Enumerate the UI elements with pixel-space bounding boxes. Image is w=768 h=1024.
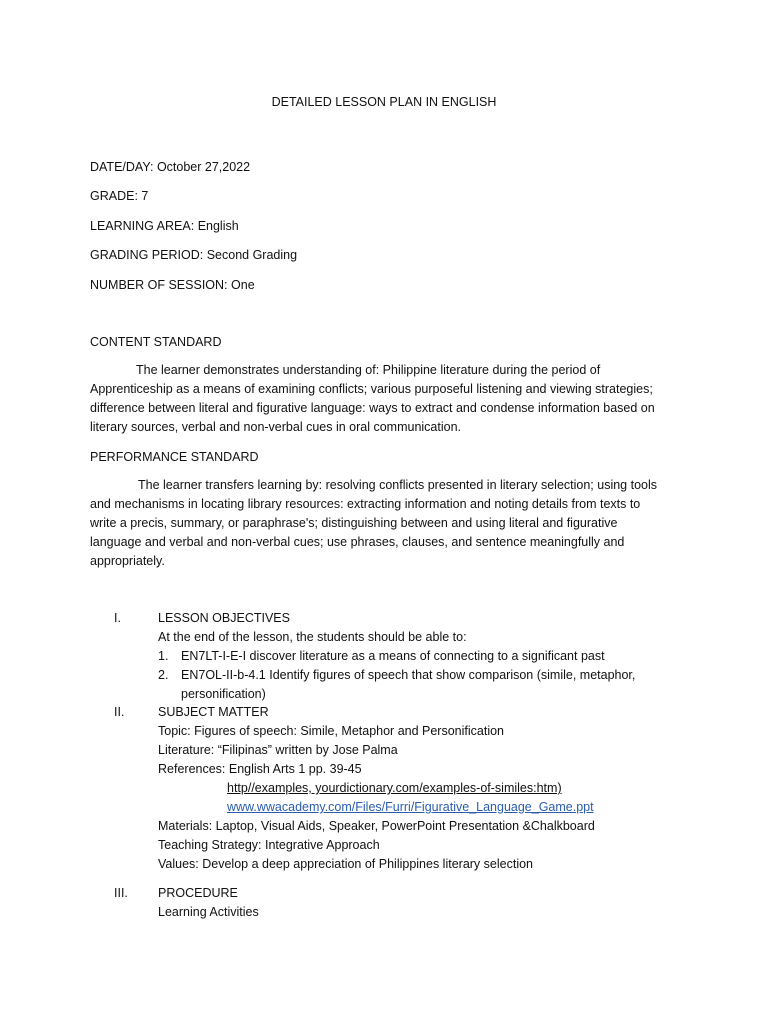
subject-matter-literature: Literature: “Filipinas” written by Jose Palma: [158, 743, 398, 757]
performance-standard-heading: PERFORMANCE STANDARD: [90, 450, 259, 464]
content-standard-heading: CONTENT STANDARD: [90, 335, 222, 349]
content-standard-line: literary sources, verbal and non-verbal cues in oral communication.: [90, 420, 462, 434]
reference-link[interactable]: www.wwacademy.com/Files/Furri/Figurative_Language_Game.ppt: [227, 800, 594, 814]
objective-text: EN7OL-II-b-4.1 Identify figures of speech that show comparison (simile, metaphor,: [181, 668, 636, 682]
subject-matter-values: Values: Develop a deep appreciation of Philippines literary selection: [158, 857, 533, 871]
info-learning-area: LEARNING AREA: English: [90, 219, 239, 233]
performance-standard-line: language and verbal and non-verbal cues; use phrases, clauses, and sentence meaningfully and: [90, 535, 625, 549]
performance-standard-line: The learner transfers learning by: resolving conflicts presented in literary selection; using tools: [138, 478, 658, 492]
content-standard-line: Apprenticeship as a means of examining conflicts; various purposeful listening and viewing strategies;: [90, 382, 653, 396]
performance-standard-line: and mechanisms in locating library resources: extracting information and noting details from texts to: [90, 497, 641, 511]
section-marker: III.: [114, 886, 128, 900]
info-grade: GRADE: 7: [90, 189, 149, 203]
objective-number: 2.: [158, 668, 169, 682]
section-marker: I.: [114, 611, 121, 625]
document-title: DETAILED LESSON PLAN IN ENGLISH: [271, 95, 497, 109]
reference-link[interactable]: http//examples, yourdictionary.com/examples-of-similes:htm): [227, 781, 562, 795]
section-heading-lesson-objectives: LESSON OBJECTIVES: [158, 611, 290, 625]
info-number-of-session: NUMBER OF SESSION: One: [90, 278, 255, 292]
procedure-line: Learning Activities: [158, 905, 259, 919]
subject-matter-topic: Topic: Figures of speech: Simile, Metaphor and Personification: [158, 724, 505, 738]
section-heading-procedure: PROCEDURE: [158, 886, 238, 900]
objective-text: EN7LT-I-E-I discover literature as a means of connecting to a significant past: [181, 649, 605, 663]
subject-matter-references: References: English Arts 1 pp. 39-45: [158, 762, 362, 776]
info-date: DATE/DAY: October 27,2022: [90, 160, 251, 174]
section-heading-subject-matter: SUBJECT MATTER: [158, 705, 269, 719]
subject-matter-strategy: Teaching Strategy: Integrative Approach: [158, 838, 380, 852]
objective-number: 1.: [158, 649, 169, 663]
lesson-objectives-intro: At the end of the lesson, the students should be able to:: [158, 630, 467, 644]
subject-matter-materials: Materials: Laptop, Visual Aids, Speaker, PowerPoint Presentation &Chalkboard: [158, 819, 595, 833]
performance-standard-line: write a precis, summary, or paraphrase's; distinguishing between and using literal and figurative: [90, 516, 618, 530]
content-standard-line: The learner demonstrates understanding of: Philippine literature during the period of: [136, 363, 601, 377]
objective-text: personification): [181, 687, 266, 701]
section-marker: II.: [114, 705, 125, 719]
info-grading-period: GRADING PERIOD: Second Grading: [90, 248, 298, 262]
content-standard-line: difference between literal and figurative language: ways to extract and condense information based on: [90, 401, 655, 415]
performance-standard-line: appropriately.: [90, 554, 165, 568]
